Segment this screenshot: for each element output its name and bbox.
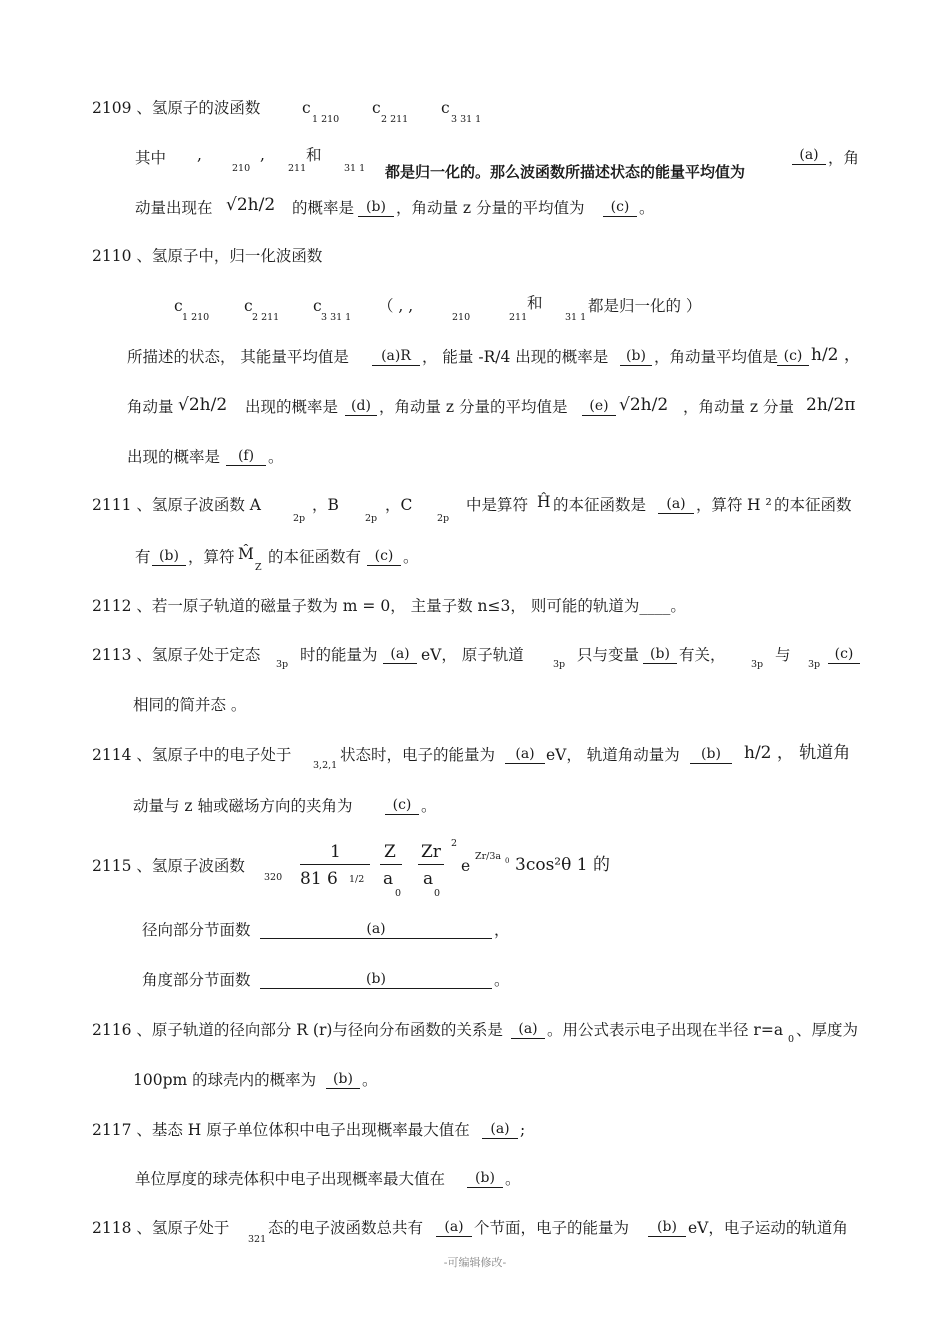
text: ; xyxy=(520,1121,526,1139)
q2116-label: 2116 、原子轨道的径向部分 R (r)与径向分布函数的关系是 xyxy=(92,1021,503,1039)
blank-a: (a)R xyxy=(372,347,420,366)
text: ，B xyxy=(312,496,339,514)
q2110-label: 2110 、氢原子中，归一化波函数 xyxy=(92,247,323,265)
q2113-label: 2113 、氢原子处于定态 xyxy=(92,646,261,664)
fraction-num: 1 xyxy=(330,842,341,862)
sub: 3p xyxy=(553,659,566,670)
text: 。 xyxy=(362,1071,378,1089)
text: 与 xyxy=(775,646,791,664)
operator-H2: H ² xyxy=(747,496,772,514)
text: 径向部分节面数 xyxy=(142,921,251,939)
coef-c1: c xyxy=(174,297,183,315)
text: 出现的概率是 xyxy=(127,448,221,466)
blank-a: (a) xyxy=(511,1020,545,1039)
blank-a: (a) xyxy=(792,146,826,165)
blank-b: (b) xyxy=(358,198,394,217)
expr: h/2 ， 轨道角 xyxy=(744,743,851,763)
text: 的概率是 xyxy=(292,199,355,217)
text: 都是归一化的 ） xyxy=(588,297,702,315)
sub: 3p xyxy=(751,659,764,670)
sup: 2 xyxy=(451,838,458,849)
fraction-den: 81 6 xyxy=(300,869,338,889)
sub: 0 xyxy=(395,888,402,899)
text: 。 xyxy=(505,1170,521,1188)
text: ， 能量 -R/4 出现的概率是 xyxy=(422,348,609,366)
text: 。 xyxy=(403,548,419,566)
blank-c: (c) xyxy=(385,796,419,815)
text: 有关， xyxy=(679,646,726,664)
text: ，角动量 z 分量的平均值是 xyxy=(379,398,568,416)
sub: 3p xyxy=(276,659,289,670)
sub: 321 xyxy=(248,1234,267,1245)
sub-210: 210 xyxy=(232,163,251,174)
blank-a: (a) xyxy=(436,1218,472,1237)
blank-c: (c) xyxy=(367,547,401,566)
sub: 0 xyxy=(434,888,441,899)
sub: 2p xyxy=(293,513,306,524)
sub: 2p xyxy=(365,513,378,524)
coef-c1-sub: 1 210 xyxy=(182,312,210,323)
text: 动量与 z 轴或磁场方向的夹角为 xyxy=(133,797,353,815)
blank-f: (f) xyxy=(226,447,266,466)
blank-b: (b) xyxy=(648,1218,686,1237)
text-he: 和 xyxy=(527,294,543,312)
coef-c3: c xyxy=(441,99,450,117)
text: ，角 xyxy=(828,149,860,167)
text: eV， 原子轨道 xyxy=(421,646,524,664)
q2112-text: 2112 、若一原子轨道的磁量子数为 m = 0， 主量子数 n≤3， 则可能的轨道为____。 xyxy=(92,597,686,615)
comma: , xyxy=(260,146,265,164)
text: 的本征函数有 xyxy=(268,548,362,566)
text: ，C xyxy=(385,496,413,514)
text: 中是算符 xyxy=(466,496,529,514)
text: 状态时，电子的能量为 xyxy=(340,746,496,764)
sqrt-expr: √2h/2 xyxy=(619,395,669,415)
text: 相同的简并态 。 xyxy=(133,696,247,714)
blank-a: (a) xyxy=(505,745,545,764)
coef-c2: c xyxy=(244,297,253,315)
coef-c2-sub: 2 211 xyxy=(381,114,409,125)
coef-c2: c xyxy=(372,99,381,117)
sqrt-expr: √2h/2 xyxy=(226,195,276,215)
text: 出现的概率是 xyxy=(245,398,339,416)
e: e xyxy=(461,857,471,875)
coef-c3-sub: 3 31 1 xyxy=(451,114,482,125)
text: 100pm 的球壳内的概率为 xyxy=(133,1071,317,1089)
fraction-bar xyxy=(380,864,402,865)
a0: a xyxy=(383,869,394,889)
text: eV， 轨道角动量为 xyxy=(546,746,680,764)
blank-c: (c) xyxy=(828,645,860,664)
blank-a: (a) xyxy=(383,645,417,664)
sub: 3p xyxy=(808,659,821,670)
q2111-label: 2111 、氢原子波函数 A xyxy=(92,496,261,514)
expr: h/2 ， xyxy=(811,345,861,365)
blank-b: (b) xyxy=(620,347,652,366)
text: 有 xyxy=(135,548,151,566)
expr: 2h/2π xyxy=(806,395,856,415)
blank-b: (b) xyxy=(152,547,186,566)
q2114-label: 2114 、氢原子中的电子处于 xyxy=(92,746,292,764)
sub-211: 211 xyxy=(509,312,528,323)
sub: Z xyxy=(255,562,262,573)
text: 的本征函数 xyxy=(774,496,852,514)
text: 的本征函数是 xyxy=(553,496,647,514)
text: 。 xyxy=(268,448,284,466)
q2109-label: 2109 、氢原子的波函数 xyxy=(92,99,261,117)
Z: Z xyxy=(384,842,396,862)
sub: 1/2 xyxy=(349,874,365,885)
text: ，算符 xyxy=(696,496,743,514)
sub-211: 211 xyxy=(288,163,307,174)
normalized-statement: 都是归一化的。那么波函数所描述状态的能量平均值为 xyxy=(385,163,746,181)
blank-c: (c) xyxy=(603,198,637,217)
coef-c3-sub: 3 31 1 xyxy=(321,312,352,323)
Zr: Zr xyxy=(421,842,441,862)
text: 。用公式表示电子出现在半径 r=a xyxy=(547,1021,784,1039)
sub: 2p xyxy=(437,513,450,524)
blank-a: (a) xyxy=(260,920,492,939)
fraction-bar xyxy=(300,864,370,865)
text: ， xyxy=(494,921,510,939)
sub: 320 xyxy=(264,872,283,883)
coef-c2-sub: 2 211 xyxy=(252,312,280,323)
sub: 0 xyxy=(788,1034,795,1045)
text: 时的能量为 xyxy=(300,646,378,664)
fraction-bar xyxy=(418,864,444,865)
paren: （ , , xyxy=(378,297,414,315)
text: 个节面，电子的能量为 xyxy=(474,1219,630,1237)
sub-311: 31 1 xyxy=(565,312,587,323)
blank-b: (b) xyxy=(260,970,492,989)
blank-e: (e) xyxy=(582,397,616,416)
blank-a: (a) xyxy=(482,1120,518,1139)
comma: , xyxy=(197,146,202,164)
sup: Zr/3a xyxy=(475,851,502,862)
blank-d: (d) xyxy=(345,397,377,416)
blank-a: (a) xyxy=(658,495,694,514)
sub-210: 210 xyxy=(452,312,471,323)
text: 只与变量 xyxy=(577,646,640,664)
text: 态的电子波函数总共有 xyxy=(268,1219,424,1237)
text: 单位厚度的球壳体积中电子出现概率最大值在 xyxy=(135,1170,446,1188)
text: 。 xyxy=(421,797,437,815)
text: 。 xyxy=(494,971,510,989)
cos-expr: 3cos²θ 1 的 xyxy=(515,855,610,875)
operator-H: Ĥ xyxy=(537,493,551,511)
text: 动量出现在 xyxy=(135,199,213,217)
text: ，角动量 z 分量的平均值为 xyxy=(396,199,585,217)
sqrt-expr: √2h/2 xyxy=(178,395,228,415)
coef-c1-sub: 1 210 xyxy=(312,114,340,125)
q2118-label: 2118 、氢原子处于 xyxy=(92,1219,230,1237)
text: 、厚度为 xyxy=(796,1021,859,1039)
q2117-label: 2117 、基态 H 原子单位体积中电子出现概率最大值在 xyxy=(92,1121,470,1139)
operator-M: M̂ xyxy=(238,545,254,563)
text: ，角动量 z 分量 xyxy=(683,398,795,416)
text: 。 xyxy=(639,199,655,217)
text-qizhong: 其中 xyxy=(135,149,167,167)
blank-b: (b) xyxy=(643,645,677,664)
text: 角度部分节面数 xyxy=(142,971,251,989)
text: ，算符 xyxy=(188,548,235,566)
sub-311: 31 1 xyxy=(344,163,366,174)
text: ，角动量平均值是 xyxy=(654,348,779,366)
sub: 0 xyxy=(505,857,510,865)
page-footer: -可编辑修改- xyxy=(443,1256,507,1269)
q2115-label: 2115 、氢原子波函数 xyxy=(92,857,245,875)
sub: 3,2,1 xyxy=(313,760,338,771)
coef-c3: c xyxy=(313,297,322,315)
a0: a xyxy=(423,869,434,889)
text-he: 和 xyxy=(306,146,322,164)
blank-b: (b) xyxy=(467,1169,503,1188)
blank-b: (b) xyxy=(326,1070,360,1089)
text: 所描述的状态， 其能量平均值是 xyxy=(127,348,349,366)
blank-c: (c) xyxy=(777,347,809,366)
blank-b: (b) xyxy=(690,745,732,764)
text: eV，电子运动的轨道角 xyxy=(688,1219,848,1237)
text: 角动量 xyxy=(127,398,174,416)
coef-c1: c xyxy=(302,99,311,117)
